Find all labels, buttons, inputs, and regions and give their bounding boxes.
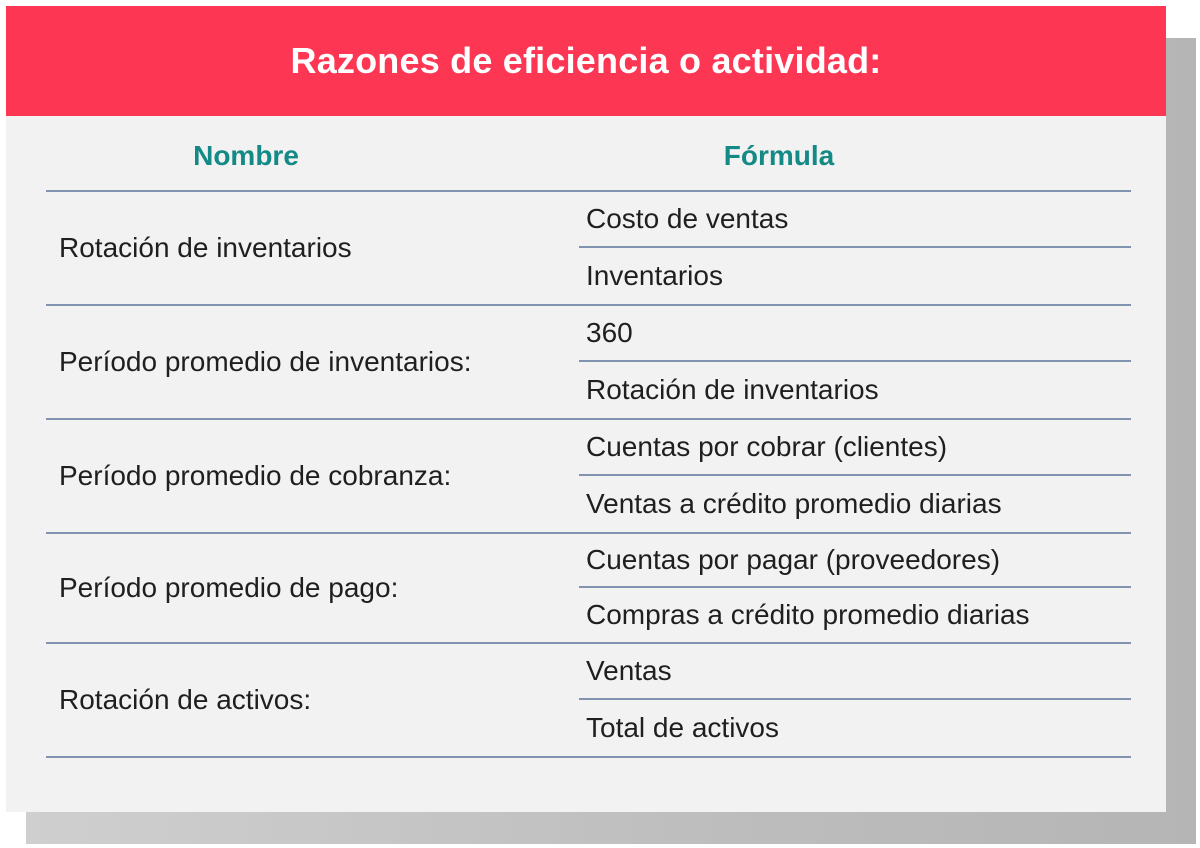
column-header-name: Nombre: [193, 140, 299, 171]
ratio-name: Rotación de activos:: [59, 684, 312, 715]
ratio-formula: [579, 306, 1131, 418]
ratio-formula: [579, 644, 1131, 756]
ratios-card: [6, 6, 1166, 812]
table-row-periodo-pago: [46, 534, 1131, 644]
ratio-formula: [579, 192, 1131, 304]
column-header-formula: Fórmula: [723, 140, 835, 171]
page-title: Razones de eficiencia o actividad:: [290, 40, 882, 81]
formula-denominator: Total de activos: [586, 712, 779, 743]
ratio-formula: [579, 534, 1131, 642]
title-banner: [6, 6, 1166, 116]
formula-numerator: Cuentas por pagar (proveedores): [579, 534, 1131, 588]
formula-denominator: Rotación de inventarios: [586, 374, 879, 405]
ratio-name: Período promedio de cobranza:: [59, 460, 452, 491]
table-row-periodo-cobranza: [46, 420, 1131, 534]
table-row-periodo-inventarios: [46, 306, 1131, 420]
ratio-formula: [579, 420, 1131, 532]
formula-denominator: Inventarios: [586, 260, 723, 291]
formula-numerator: Ventas: [579, 644, 1131, 700]
formula-numerator: Costo de ventas: [579, 192, 1131, 248]
formula-denominator: Ventas a crédito promedio diarias: [586, 488, 1002, 519]
formula-numerator: Cuentas por cobrar (clientes): [579, 420, 1131, 476]
ratio-name: Período promedio de pago:: [59, 572, 399, 603]
ratio-name: Período promedio de inventarios:: [59, 346, 472, 377]
table-row-rotacion-activos: [46, 644, 1131, 758]
table-header: [46, 116, 1131, 192]
formula-numerator: 360: [579, 306, 1131, 362]
formula-denominator: Compras a crédito promedio diarias: [586, 599, 1030, 630]
ratio-name: Rotación de inventarios: [59, 232, 352, 263]
table-row-rotacion-inventarios: [46, 192, 1131, 306]
